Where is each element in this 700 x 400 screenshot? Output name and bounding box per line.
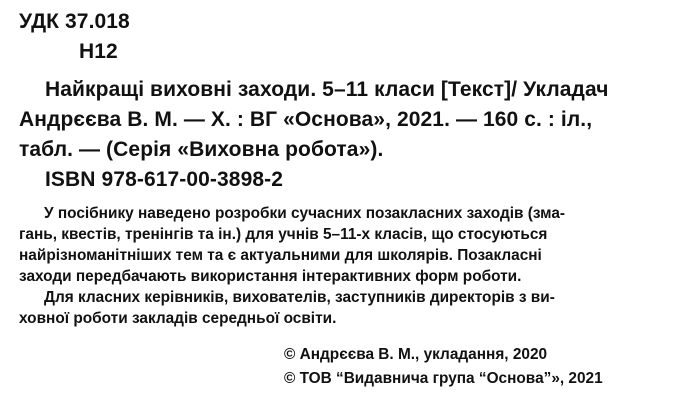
bibliographic-line-1: Найкращі виховні заходи. 5–11 класи [Текст]/ Укладач bbox=[45, 78, 609, 101]
audience-line-1: Для класних керівників, вихователів, заступників директорів з ви- bbox=[44, 289, 555, 306]
audience-line-2: ховної роботи закладів середньої освіти. bbox=[19, 310, 337, 327]
annotation-line-4: заходи передбачають використання інтерактивних форм роботи. bbox=[19, 268, 522, 285]
copyright-compiler: © Андрєєва В. М., укладання, 2020 bbox=[284, 346, 548, 363]
annotation-line-2: гань, квестів, тренінгів та ін.) для учнів 5–11-х класів, що стосуються bbox=[19, 226, 548, 243]
author-mark: Н12 bbox=[79, 40, 118, 63]
annotation-line-1: У посібнику наведено розробки сучасних позакласних заходів (зма- bbox=[44, 205, 566, 222]
annotation-line-3: найрізноманітніших тем та є актуальними для школярів. Позакласні bbox=[19, 247, 542, 264]
isbn: ISBN 978-617-00-3898-2 bbox=[45, 168, 284, 191]
bibliographic-line-3: табл. — (Серія «Виховна робота»). bbox=[19, 138, 384, 161]
udk-code: УДК 37.018 bbox=[19, 10, 130, 33]
copyright-publisher: © ТОВ “Видавнича група “Основа”», 2021 bbox=[284, 370, 603, 387]
bibliographic-line-2: Андрєєва В. М. — Х. : ВГ «Основа», 2021. — 160 с. : іл., bbox=[19, 108, 593, 131]
